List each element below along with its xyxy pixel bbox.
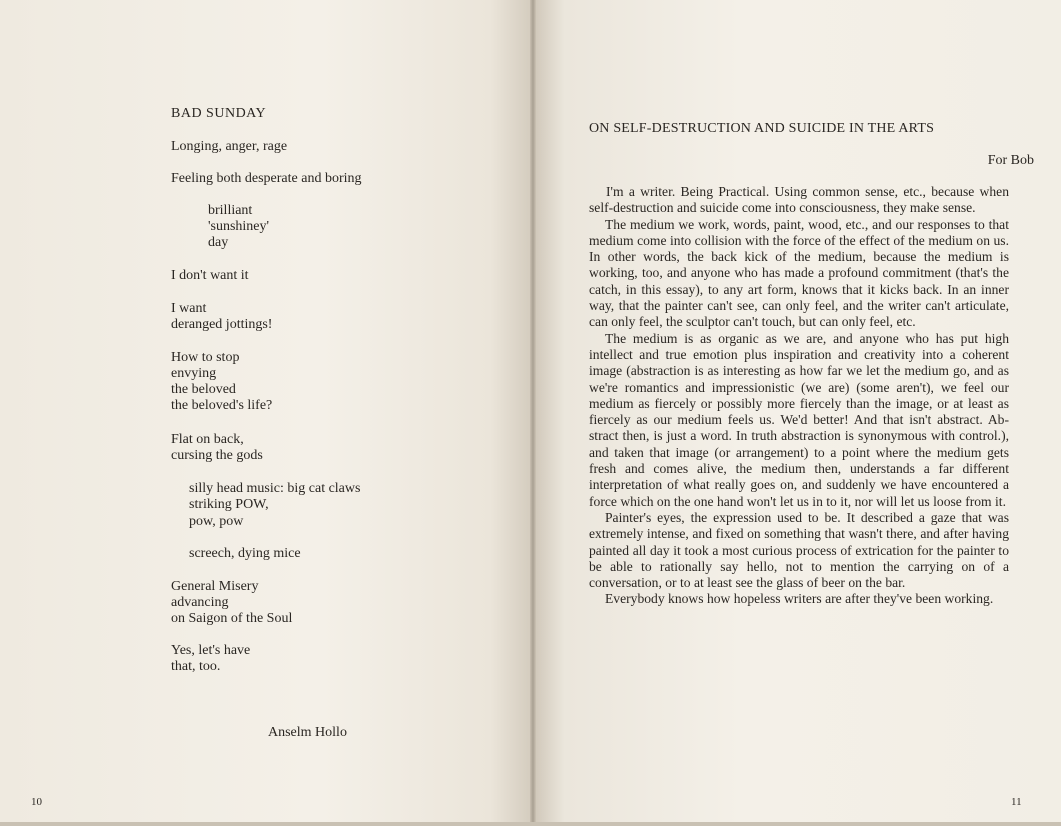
essay-paragraph: Everybody knows how hopeless writers are after they've been working. xyxy=(605,591,994,607)
poem-line: I want xyxy=(171,301,207,316)
poem-author: Anselm Hollo xyxy=(268,725,347,740)
page-number-left: 10 xyxy=(31,796,42,808)
poem-line: Flat on back, xyxy=(171,432,244,447)
poem-line: pow, pow xyxy=(189,514,244,529)
poem-title: BAD SUNDAY xyxy=(171,106,267,121)
poem-line: that, too. xyxy=(171,659,221,674)
essay-paragraph: Painter's eyes, the expression used to be. It described a gaze that was extremely intense, and fixed on something that wasn't there, and after having painted all day it took a most curious process of extrication for the painter to be able to rationally say hello, not to mention the carrying on of a conversation, or to at least see the glass of beer on the bar. xyxy=(589,509,1009,591)
page-bottom-edge xyxy=(0,822,1061,826)
poem-line: silly head music: big cat claws xyxy=(189,481,361,496)
essay-dedication: For Bob xyxy=(987,153,1034,168)
poem-line: Feeling both desperate and boring xyxy=(171,171,362,186)
poem-line: brilliant xyxy=(208,203,253,218)
poem-line: the beloved's life? xyxy=(171,398,273,413)
poem-line: I don't want it xyxy=(171,268,249,283)
book-gutter xyxy=(530,0,536,826)
poem-line: Yes, let's have xyxy=(171,643,251,658)
essay-paragraph: The medium we work, words, paint, wood, etc., and our responses to that medium come into collision with the force of the effect of the medium on us. In other words, the back kick of the medium, because the medium is working, too, and anyone who has made a profound commitment (that's the catch, in this essay), to any art form, knows that it kicks back. In an inner way, that the painter can't see, can only feel, and the writer can't articulate, can only feel, the sculptor can't touch, but can only feel, etc. xyxy=(589,216,1009,330)
poem-line: deranged jottings! xyxy=(171,317,273,332)
poem-line: on Saigon of the Soul xyxy=(171,611,293,626)
poem-line: day xyxy=(208,235,229,250)
poem-line: advancing xyxy=(171,595,229,610)
poem-line: cursing the gods xyxy=(171,448,263,463)
poem-line: the beloved xyxy=(171,382,236,397)
essay-paragraph: I'm a writer. Being Practical. Using common sense, etc., because when self-destruction and suicide come into consciousness, they make sense. xyxy=(589,184,1009,216)
poem-line: screech, dying mice xyxy=(189,546,301,561)
poem-line: General Misery xyxy=(171,579,259,594)
poem-line: How to stop xyxy=(171,350,240,365)
page-number-right: 11 xyxy=(1011,796,1022,808)
essay-title: ON SELF-DESTRUCTION AND SUICIDE IN THE ARTS xyxy=(589,121,935,136)
essay-body xyxy=(589,184,1009,608)
essay-paragraph: The medium is as organic as we are, and anyone who has put high intellect and true emotion plus inspiration and creativity into a coherent image (abstraction is as interesting as how far we let the medium go, and as we're romantics and impressionistic (we are) (some aren't), we feel our medium as fiercely or possibly more fiercely than the image, or at least as fiercely as our medium feels us. We'd better! And that isn't abstract. Ab-stract then, is just a word. In truth abstraction is synonymous with control.), and taken that image (or arrangement) to a point where the medium gets fresh and comes alive, the medium then, understands a far different interpretation of what really goes on, and suddenly we have encountered a force which on the one hand won't let us in to it, nor will let us loose from it. xyxy=(589,330,1009,509)
poem-line: striking POW, xyxy=(189,497,269,512)
poem-line: envying xyxy=(171,366,217,381)
poem-line: 'sunshiney' xyxy=(208,219,270,234)
poem-line: Longing, anger, rage xyxy=(171,139,288,154)
